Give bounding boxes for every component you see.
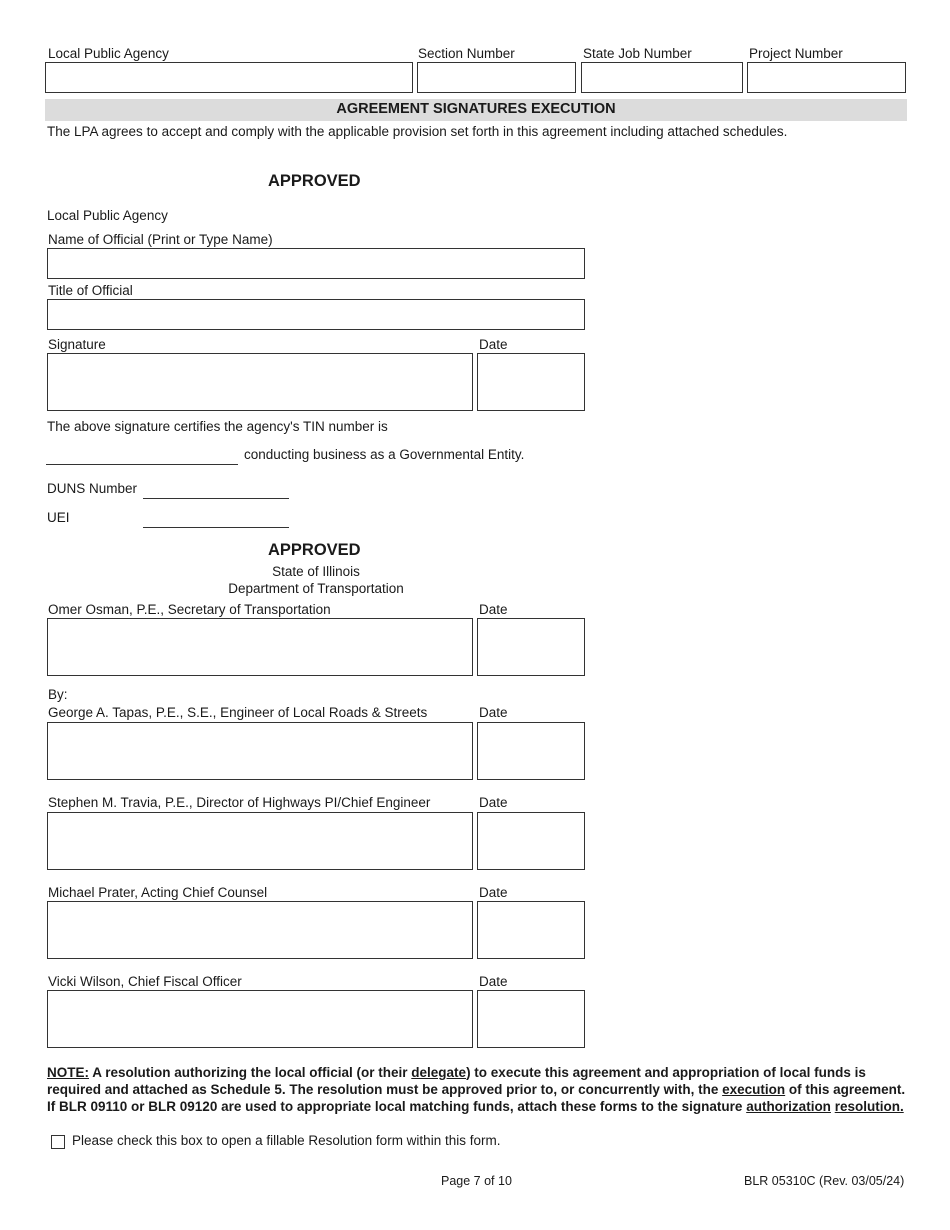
note-text-2: ) to execute this agreement and appropriation of local funds is required and attached as Schedule 5. The resolution must be approved prior to, or concurrently with, the xyxy=(47,1065,866,1097)
signer-director-date-box[interactable] xyxy=(477,812,585,870)
resolution-checkbox-label: Please check this box to open a fillable Resolution form within this form. xyxy=(72,1133,501,1148)
local-public-agency-field[interactable] xyxy=(45,62,413,93)
signer-engineer-signature-box[interactable] xyxy=(47,722,473,780)
resolution-checkbox[interactable] xyxy=(51,1135,65,1149)
state-line: State of Illinois xyxy=(272,564,360,579)
signature-label: Signature xyxy=(48,337,106,352)
by-label: By: xyxy=(48,687,68,702)
resolution-note xyxy=(47,1064,907,1115)
section-number-field[interactable] xyxy=(417,62,576,93)
section-number-label: Section Number xyxy=(418,46,515,61)
department-line: Department of Transportation xyxy=(228,581,404,596)
duns-number-field[interactable] xyxy=(143,498,289,499)
state-approved-heading: APPROVED xyxy=(268,541,361,559)
tin-text: The above signature certifies the agency's TIN number is xyxy=(47,419,388,434)
signer-director-date-label: Date xyxy=(479,795,508,810)
tin-number-field[interactable] xyxy=(46,464,238,465)
signer-counsel-date-label: Date xyxy=(479,885,508,900)
note-text-1: A resolution authorizing the local official (or their xyxy=(89,1065,412,1080)
governmental-text: conducting business as a Governmental Entity. xyxy=(244,447,525,462)
signer-engineer-date-label: Date xyxy=(479,705,508,720)
note-delegate: delegate xyxy=(411,1065,467,1080)
local-public-agency-label: Local Public Agency xyxy=(48,46,169,61)
lpa-date-label: Date xyxy=(479,337,508,352)
signer-secretary-label: Omer Osman, P.E., Secretary of Transportation xyxy=(48,602,331,617)
lpa-approved-heading: APPROVED xyxy=(268,172,361,190)
form-id: BLR 05310C (Rev. 03/05/24) xyxy=(744,1174,905,1188)
note-text-3: of this agreement. If BLR 09110 or BLR 09120 are used to appropriate local matching funds, attach these forms to the signature xyxy=(47,1082,906,1114)
signer-counsel-date-box[interactable] xyxy=(477,901,585,959)
official-title-label: Title of Official xyxy=(48,283,133,298)
signer-director-signature-box[interactable] xyxy=(47,812,473,870)
signer-fiscal-date-label: Date xyxy=(479,974,508,989)
note-authorization: authorization xyxy=(746,1099,831,1114)
note-prefix: NOTE: xyxy=(47,1065,89,1080)
lpa-date-box[interactable] xyxy=(477,353,585,411)
project-number-field[interactable] xyxy=(747,62,906,93)
signer-secretary-date-box[interactable] xyxy=(477,618,585,676)
lpa-agency-label: Local Public Agency xyxy=(47,208,168,223)
page-number: Page 7 of 10 xyxy=(441,1174,512,1188)
lpa-signature-box[interactable] xyxy=(47,353,473,411)
official-name-label: Name of Official (Print or Type Name) xyxy=(48,232,273,247)
project-number-label: Project Number xyxy=(749,46,843,61)
signer-engineer-date-box[interactable] xyxy=(477,722,585,780)
section-title: AGREEMENT SIGNATURES EXECUTION xyxy=(336,101,616,117)
official-title-input[interactable] xyxy=(47,299,585,330)
note-execution: execution xyxy=(722,1082,786,1097)
signer-secretary-date-label: Date xyxy=(479,602,508,617)
uei-label: UEI xyxy=(47,510,70,525)
signer-fiscal-date-box[interactable] xyxy=(477,990,585,1048)
signer-director-label: Stephen M. Travia, P.E., Director of Highways PI/Chief Engineer xyxy=(48,795,431,810)
signer-secretary-signature-box[interactable] xyxy=(47,618,473,676)
uei-field[interactable] xyxy=(143,527,289,528)
state-job-number-label: State Job Number xyxy=(583,46,692,61)
signer-counsel-label: Michael Prater, Acting Chief Counsel xyxy=(48,885,268,900)
state-job-number-field[interactable] xyxy=(581,62,743,93)
signer-counsel-signature-box[interactable] xyxy=(47,901,473,959)
duns-label: DUNS Number xyxy=(47,481,138,496)
note-resolution: resolution. xyxy=(834,1099,904,1114)
signer-fiscal-label: Vicki Wilson, Chief Fiscal Officer xyxy=(48,974,242,989)
intro-text: The LPA agrees to accept and comply with the applicable provision set forth in this agreement including attached schedules. xyxy=(47,124,788,139)
signer-engineer-label: George A. Tapas, P.E., S.E., Engineer of Local Roads & Streets xyxy=(48,705,428,720)
official-name-input[interactable] xyxy=(47,248,585,279)
signer-fiscal-signature-box[interactable] xyxy=(47,990,473,1048)
